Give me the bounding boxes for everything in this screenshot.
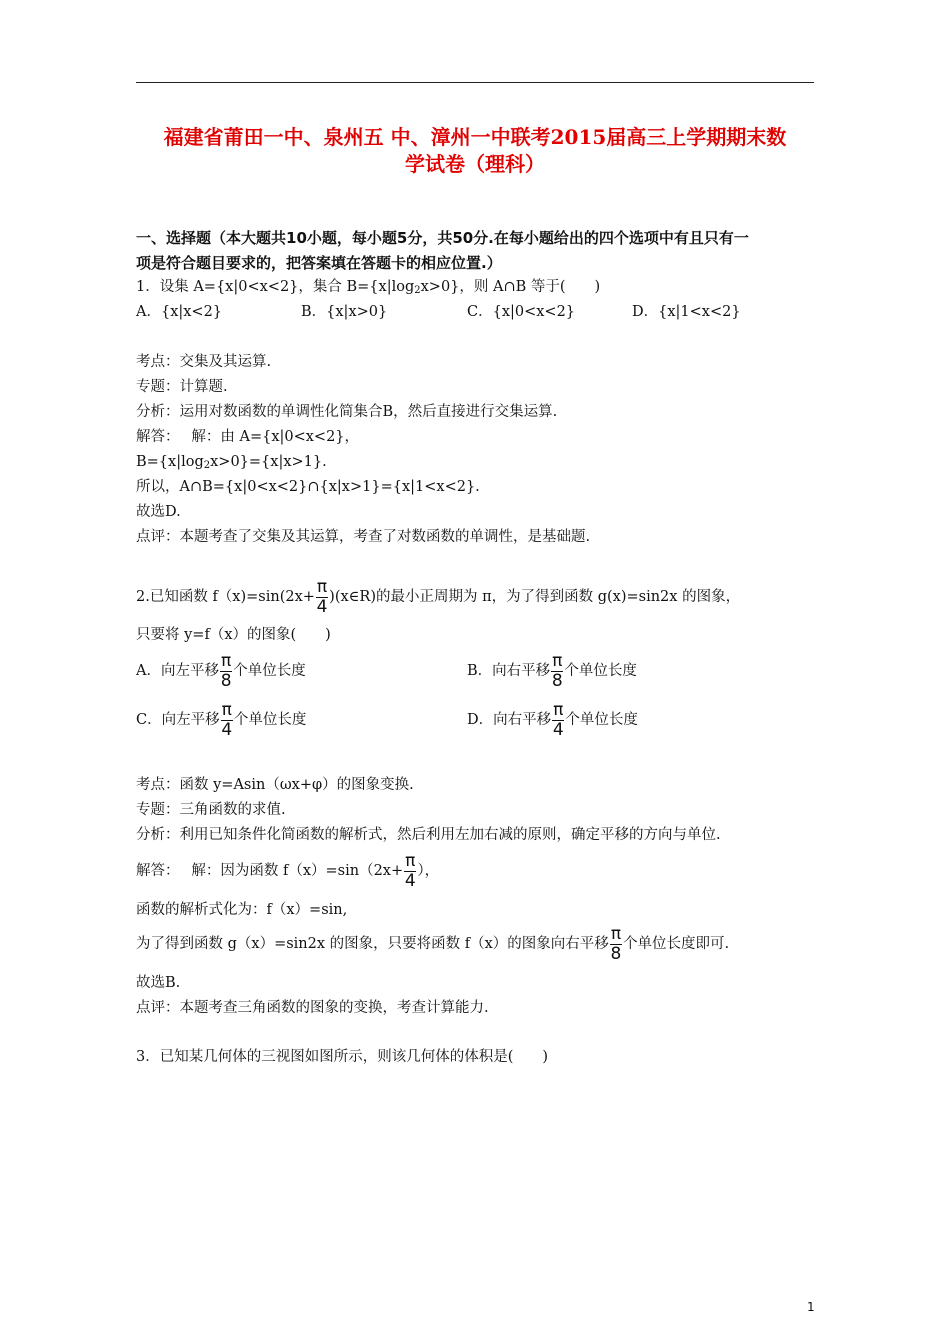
document-title — [120, 124, 830, 178]
q2-option-b: B．向右平移 $\frac{\pi}{8}$ 个单位长度 — [467, 650, 637, 691]
page-number: 1 — [807, 1300, 815, 1314]
q1-dianping: 点评：本题考查了交集及其运算，考查了对数函数的单调性，是基础题. — [136, 529, 591, 545]
q2-jiexishi: 函数的解析式化为：f（x）=sin, — [136, 902, 348, 918]
pi-over-8-fraction: $\frac{\pi}{8}$ — [551, 650, 563, 691]
q2-stem: 2.已知函数 f（x)=sin(2x+ $\frac{\pi}{4}$ )(x∈R)的最小正周期为 π，为了得到函数 g(x)=sin2x 的图象， — [136, 576, 741, 617]
q1-kaodian: 考点：交集及其运算. — [136, 354, 272, 370]
q2-fenxi: 分析：利用已知条件化简函数的解析式，然后利用左加右减的原则，确定平移的方向与单位. — [136, 827, 721, 843]
q2-answer: 故选B. — [136, 975, 181, 991]
q2-jieda: 解答： 解：因为函数 f（x）=sin（2x+ $\frac{\pi}{4}$ ）， — [136, 850, 440, 891]
pi-over-8-fraction: $\frac{\pi}{8}$ — [610, 923, 622, 964]
q1-option-d: D．{x|1<x<2} — [632, 304, 741, 320]
q3-stem: 3．已知某几何体的三视图如图所示，则该几何体的体积是( ) — [136, 1049, 549, 1065]
title-line-1: 福建省莆田一中、泉州五 中、漳州一中联考2015届高三上学期期末数 — [163, 125, 787, 149]
q1-zhuanti: 专题：计算题. — [136, 379, 228, 395]
q1-stem: 1．设集 A={x|0<x<2}，集合 $B=\{x|\log_2x>0\}$，则 A∩B 等于( ) — [136, 279, 601, 296]
q1-jieda: 解答： 解：由 A={x|0<x<2}， — [136, 429, 360, 445]
q1-option-a: A．{x|x<2} — [136, 304, 223, 320]
q2-option-a: A．向左平移 $\frac{\pi}{8}$ 个单位长度 — [136, 650, 306, 691]
pi-over-4-fraction: $\frac{\pi}{4}$ — [404, 850, 416, 891]
q2-option-c: C．向左平移 $\frac{\pi}{4}$ 个单位长度 — [136, 699, 307, 740]
q2-stem-line-2: 只要将 y=f（x）的图象( ) — [136, 627, 331, 643]
title-line-2: 学试卷（理科） — [405, 152, 545, 176]
header-rule — [136, 82, 814, 83]
q2-zhuanti: 专题：三角函数的求值. — [136, 802, 286, 818]
q1-fenxi: 分析：运用对数函数的单调性化简集合B，然后直接进行交集运算. — [136, 404, 558, 420]
q2-option-d: D．向右平移 $\frac{\pi}{4}$ 个单位长度 — [467, 699, 638, 740]
section-heading-1: 一、选择题（本大题共10小题，每小题5分，共50分.在每小题给出的四个选项中有且只有一 — [136, 229, 749, 247]
q1-suoyi: 所以，A∩B={x|0<x<2}∩{x|x>1}={x|1<x<2}. — [136, 479, 480, 495]
pi-over-8-fraction: $\frac{\pi}{8}$ — [220, 650, 232, 691]
q1-jieda-line-b: $B=\{x|\log_2x>0\}=\{x|x>1\}$. — [136, 454, 327, 471]
pi-over-4-fraction: $\frac{\pi}{4}$ — [552, 699, 564, 740]
pi-over-4-fraction: $\frac{\pi}{4}$ — [221, 699, 233, 740]
q1-option-b: B．{x|x>0} — [301, 304, 388, 320]
q2-weile: 为了得到函数 g（x）=sin2x 的图象，只要将函数 f（x）的图象向右平移 $\frac{\pi}{8}$ 个单位长度即可. — [136, 923, 730, 964]
q1-option-c: C．{x|0<x<2} — [467, 304, 576, 320]
section-heading-2: 项是符合题目要求的，把答案填在答题卡的相应位置.） — [136, 254, 502, 272]
q2-kaodian: 考点：函数 y=Asin（ωx+φ）的图象变换. — [136, 777, 414, 793]
q1-answer: 故选D. — [136, 504, 181, 520]
q2-dianping: 点评：本题考查三角函数的图象的变换，考查计算能力. — [136, 1000, 489, 1016]
pi-over-4-fraction: $\frac{\pi}{4}$ — [316, 576, 328, 617]
